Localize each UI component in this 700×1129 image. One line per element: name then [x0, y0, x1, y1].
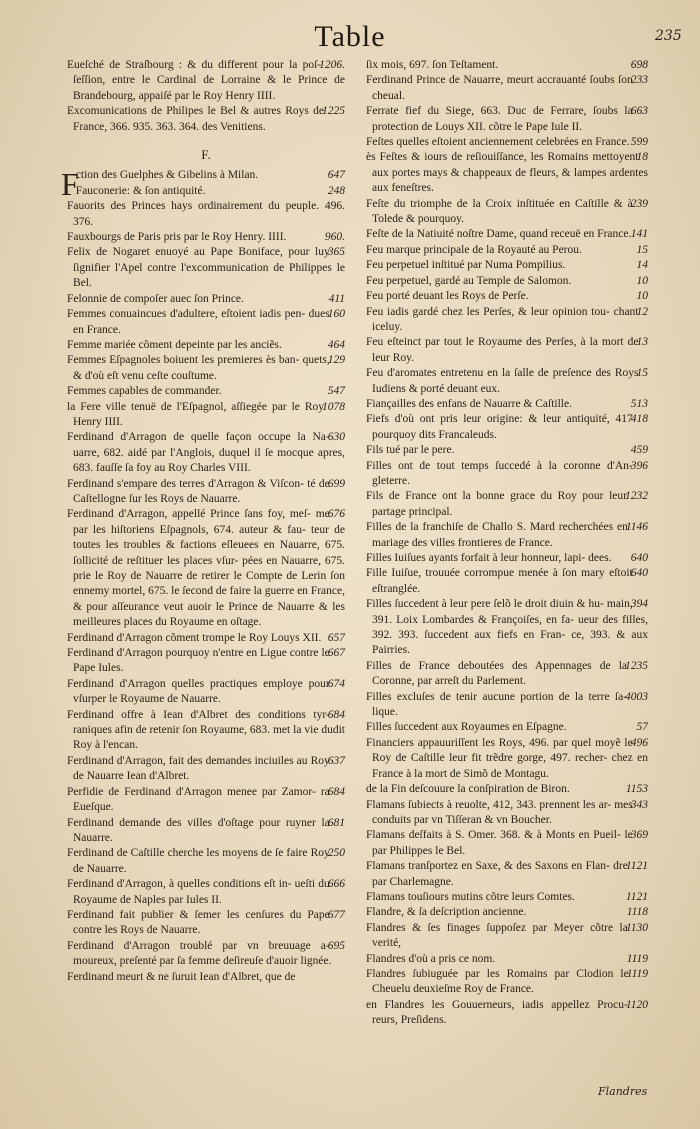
entry-text: Filles de la franchiſe de Challo S. Mard recherchées en mariage des villes frontieres de France.: [366, 521, 628, 549]
entry-page-ref: 681: [327, 816, 345, 829]
entry-text: Feu perpetuel inſtitué par Numa Pompilius.: [366, 259, 566, 272]
entry-page-ref: 674: [327, 677, 345, 690]
entry-page-ref: 637: [327, 754, 345, 767]
entry-page-ref: 396: [630, 459, 648, 472]
index-entry: [67, 58, 345, 104]
entry-text: Feu eſteinct par tout le Royaume des Perſes, à la mort de leur Roy.: [366, 336, 639, 364]
entry-text: Flamans ſubiects à reuolte, 412, 343. prennent les ar- mes conduits par vn Tiſſeran & vn Boucher.: [366, 798, 633, 826]
entry-page-ref: 1206.: [319, 59, 345, 71]
index-entry: [67, 785, 345, 816]
entry-text: Ferdinand offre à Iean d'Albret des conditions tyr- raniques afin de retenir ſon Royaume, 683. met la vie dudit Roy à l'encan.: [67, 708, 345, 752]
entry-page-ref: 1118: [626, 906, 648, 919]
entry-text: Fils tué par le pere.: [366, 444, 455, 457]
entry-page-ref: 1235: [625, 659, 648, 672]
index-entry: [67, 908, 345, 939]
index-entry: [67, 877, 345, 908]
entry-text: Ferdinand Prince de Nauarre, meurt accrauanté ſoubs ſon cheual.: [366, 74, 633, 102]
left-column: [61, 58, 345, 985]
entry-page-ref: 459: [630, 444, 648, 457]
index-entry: [366, 520, 648, 551]
entry-page-ref: 418: [630, 413, 648, 426]
entry-text: Femmes Eſpagnoles boiuent les premieres ès ban- quets, & d'où eſt venu ceſte couſtume.: [67, 354, 330, 382]
entry-text: ſix mois, 697. ſon Teſtament.: [366, 59, 499, 71]
entry-page-ref: 496: [630, 736, 648, 749]
entry-page-ref: 394: [630, 598, 648, 611]
entry-text: Feſtes quelles eſtoient anciennement celebrées en France.: [366, 136, 630, 149]
index-entry: [366, 551, 648, 566]
index-entry: [67, 199, 345, 230]
index-entry: [366, 58, 648, 73]
entries-before-heading: [67, 58, 345, 135]
entry-text: Financiers appauuriſſent les Roys, 496. par quel moyẽ le Roy de Caſtille leur fit trẽdre gorge, 497. recher- chez en France à la mort de Simõ de Montagu.: [366, 736, 648, 780]
entry-page-ref: 684: [327, 708, 345, 721]
entry-page-ref: 160: [327, 308, 345, 321]
entry-text: Flandres & ſes finages ſuppoſez par Meyer cõtre la verité,: [366, 921, 628, 950]
entry-page-ref: 13: [636, 336, 648, 349]
entry-page-ref: 1146: [625, 521, 648, 534]
entry-page-ref: 1153: [625, 783, 648, 796]
entry-text: Fauorits des Princes hays ordinairement du peuple. 496. 376.: [67, 200, 345, 228]
index-entry: [67, 677, 345, 708]
entry-text: Feu d'aromates entretenu en la ſalle de preſence des Roys Iudiens & porté deuant eux.: [366, 367, 639, 395]
index-entry: [366, 305, 648, 336]
entry-page-ref: 647: [327, 169, 345, 182]
entry-text: Ferdinand d'Arragon, à quelles conditions eſt in- ueſti du Royaume de Naples par Iules II.: [67, 878, 330, 906]
entry-page-ref: 250: [327, 847, 345, 860]
entry-text: Flandres d'où a pris ce nom.: [366, 952, 496, 965]
index-entry: [67, 384, 345, 399]
entry-page-ref: 698: [630, 59, 648, 71]
entry-text: Ferdinand meurt & ne ſuruit Iean d'Albret, que de: [67, 970, 296, 983]
index-entry: [67, 400, 345, 431]
index-entry: [366, 335, 648, 366]
index-entry: [366, 150, 648, 196]
entry-page-ref: 1121: [625, 890, 648, 903]
index-entry: [67, 507, 345, 630]
index-entry: [67, 430, 345, 476]
entry-page-ref: 699: [327, 477, 345, 490]
index-entry: [366, 489, 648, 520]
page-number: 235: [655, 28, 682, 44]
index-entry: [366, 243, 648, 258]
entry-text: Flamans deſfaits à S. Omer. 368. & à Monts en Pueil- le par Philippes le Bel.: [366, 829, 633, 857]
index-entry: [366, 73, 648, 104]
entry-page-ref: 666: [327, 878, 345, 891]
entry-text: Femmes conuaincues d'adultere, eſtoient iadis pen- dues en France.: [67, 308, 330, 336]
entry-page-ref: 513: [630, 397, 648, 410]
entry-text: Ferdinand d'Arragon de quelle façon occupe la Na- uarre, 682. aidé par l'Anglois, duquel il ſe mocque apres, 683. fauſſe ſa foy au Roy Charles VIII.: [67, 431, 345, 475]
index-entry: [366, 258, 648, 273]
entry-text: de la Fin deſcouure la conſpiration de Biron.: [366, 783, 570, 796]
right-column: [366, 58, 648, 1029]
entry-text: Flamans tranſportez en Saxe, & des Saxons en Flan- dre par Charlemagne.: [366, 860, 628, 888]
index-entry: [67, 245, 345, 291]
entry-page-ref: 141: [630, 228, 648, 241]
index-entry: [366, 859, 648, 890]
entry-page-ref: 684: [327, 785, 345, 798]
entry-text: Feu perpetuel, gardé au Temple de Salomon.: [366, 274, 572, 287]
index-entry: [67, 184, 345, 199]
index-entry: [366, 597, 648, 659]
entry-page-ref: 15: [636, 243, 648, 256]
entry-text: Filles Iuiſues ayants forfait à leur honneur, lapi- dees.: [366, 552, 612, 564]
entry-page-ref: 599: [630, 136, 648, 149]
entry-page-ref: 18: [636, 151, 648, 164]
entry-page-ref: 1078: [322, 400, 345, 413]
index-entry: [67, 292, 345, 307]
drop-cap: F: [61, 166, 79, 203]
entry-text: Femme mariée cõment depeinte par les anciẽs.: [67, 338, 282, 351]
index-entry: [366, 782, 648, 797]
index-entry: [366, 921, 648, 952]
entry-text: Flamans touſiours mutins cõtre leurs Comtes.: [366, 890, 575, 903]
entry-text: Filles excluſes de tenir aucune portion de la terre ſa- lique.: [366, 690, 627, 719]
entry-text: Felix de Nogaret enuoyé au Pape Boniface, pour luy ſignifier l'Apel contre l'excommunication de Philippes le Bel.: [67, 246, 345, 290]
entry-text: Ferdinand d'Arragon, appellé Prince ſans foy, meſ- me par les hiſtoriens Eſpagnols, 674. auteur & fau- teur de toutes les troubles & factions eſleuees en Nauarre, 675. ſollicité de reſtituer les places vſur- pées en Nauarre, 675. prie le Roy de Nauarre de retirer le Compte de Lerin ſon ennemy mortel, 675. le ſecond de faire la guerre en France, & pour aſſeurance veut auoir le Prince de Nauarre & les meilleures places du Royaume en oſtage.: [67, 508, 345, 629]
index-entry: [67, 230, 345, 245]
entry-text: Filles ſuccedent aux Royaumes en Eſpagne.: [366, 721, 567, 734]
index-entry: [366, 197, 648, 228]
entry-page-ref: 57: [636, 721, 648, 734]
entry-text: Flandre, & ſa deſcription ancienne.: [366, 906, 527, 919]
index-entry: [366, 289, 648, 304]
entry-text: Ferdinand demande des villes d'oſtage pour ruyner la Nauarre.: [67, 816, 330, 844]
index-entry: [67, 104, 345, 135]
index-entry: [67, 307, 345, 338]
entry-text: Filles ont de tout temps ſuccedé à la coronne d'An- gleterre.: [366, 459, 633, 487]
index-entry: [366, 720, 648, 735]
entry-text: ction des Guelphes & Gibelins à Milan.: [75, 169, 259, 182]
index-entry: [366, 890, 648, 905]
entry-text: Ferdinand d'Arragon pourquoy n'entre en Ligue contre le Pape Iules.: [67, 647, 330, 675]
entry-text: Felonnie de compoſer auec ſon Prince.: [67, 292, 244, 305]
entry-page-ref: 640: [630, 552, 648, 564]
entry-page-ref: 695: [327, 939, 345, 952]
index-entry: [67, 477, 345, 508]
page-title: Table: [314, 20, 386, 53]
catchword: Flandres: [598, 1085, 648, 1098]
entry-text: Eueſché de Straſbourg : & du different pour la poſ- ſeſſion, entre le Cardinal de Lorraine & le Prince de Brandebourg, appaiſé par le Roy Henry IIII.: [67, 59, 345, 102]
entry-text: en Flandres les Gouuerneurs, iadis appellez Procu- reurs, Preſidens.: [366, 998, 628, 1027]
entry-page-ref: 369: [630, 829, 648, 842]
index-entry: [366, 952, 648, 967]
entry-text: Excomunications de Philipes le Bel & autres Roys de France, 366. 935. 363. 364. des Venitiens.: [67, 105, 324, 133]
letter-heading: F.: [201, 147, 211, 163]
entry-text: Ferdinand d'Arragon cõment trompe le Roy Louys XII.: [67, 631, 322, 644]
entry-page-ref: 343: [630, 798, 648, 811]
index-entry: [366, 690, 648, 721]
entry-text: ès Feſtes & iours de reſiouiſſance, les Romains mettoyent aux portes mays & chappeaux de fleurs, & lampes ardentes aux feneſtres.: [366, 151, 648, 195]
index-entry: [366, 566, 648, 597]
entry-page-ref: 677: [327, 908, 345, 921]
entry-page-ref: 15: [636, 367, 648, 380]
entry-text: Ferdinand d'Arragon troublé par vn breuuage a- moureux, preſenté par ſa femme deſireuſe d'auoir lignée.: [67, 939, 332, 968]
entry-page-ref: 663: [630, 105, 648, 118]
entry-page-ref: 630: [327, 431, 345, 444]
entry-page-ref: 1130: [625, 921, 648, 934]
entry-page-ref: 14: [636, 259, 648, 272]
entry-text: Ferrate fief du Siege, 663. Duc de Ferrare, ſoubs la protection de Louys XII. cõtre le Pape Iule II.: [366, 105, 633, 133]
entries-after-heading: [61, 166, 345, 985]
index-entry: [67, 646, 345, 677]
entry-text: Feſte du triomphe de la Croix inſtituée en Caſtille & à Tolede & pourquoy.: [366, 197, 633, 226]
entry-text: Fils de France ont la bonne grace du Roy pour leur partage principal.: [366, 490, 627, 518]
entry-page-ref: 1120: [625, 998, 648, 1011]
right-entries: [366, 58, 648, 1029]
entry-page-ref: 365: [327, 246, 345, 259]
index-entry: [366, 412, 648, 443]
entry-page-ref: 667: [327, 647, 345, 660]
index-entry: [366, 227, 648, 242]
entry-text: Ferdinand de Caſtille cherche les moyens de ſe faire Roy de Nauarre.: [67, 847, 330, 875]
entry-page-ref: 10: [636, 290, 648, 303]
index-entry: [366, 736, 648, 782]
entry-page-ref: 411: [328, 292, 345, 305]
entry-text: Femmes capables de commander.: [67, 385, 222, 398]
index-entry: [67, 353, 345, 384]
entry-page-ref: 10: [636, 274, 648, 287]
entry-text: Fiançailles des enfans de Nauarre & Caſtille.: [366, 397, 572, 410]
index-entry: [366, 459, 648, 490]
index-entry: [67, 338, 345, 353]
index-entry: [366, 274, 648, 289]
entry-page-ref: 248: [327, 184, 345, 197]
index-entry: [67, 708, 345, 754]
entry-page-ref: 464: [327, 338, 345, 351]
entry-text: Fauconerie: & ſon antiquité.: [75, 184, 206, 197]
entry-text: Flandres ſubiuguée par les Romains par Clodion le Cheuelu deuxieſme Roy de France.: [366, 967, 629, 996]
entry-page-ref: 12: [636, 305, 648, 318]
entry-page-ref: 4003: [625, 690, 648, 703]
entry-page-ref: 547: [327, 385, 345, 398]
index-entry: [366, 798, 648, 829]
index-entry: [67, 754, 345, 785]
index-entry: [366, 135, 648, 150]
entry-text: Fiefs d'où ont pris leur origine: & leur antiquité, 417 pourquoy dits Francaleuds.: [366, 413, 633, 441]
index-entry: [67, 970, 345, 985]
entry-page-ref: 1232: [625, 490, 648, 503]
index-entry: [67, 846, 345, 877]
entry-page-ref: 1119: [626, 952, 648, 965]
index-entry: [366, 397, 648, 412]
entry-page-ref: 640: [630, 567, 648, 580]
entry-page-ref: 1119: [626, 967, 648, 980]
entry-text: Fille Iuiſue, trouuée corrompue menée à ſon mary eſtoit eſtranglée.: [366, 567, 633, 595]
entry-text: Feu iadis gardé chez les Perſes, & leur opinion tou- chant iceluy.: [366, 305, 639, 333]
entry-text: Ferdinand d'Arragon, fait des demandes inciuiles au Roy de Nauarre Iean d'Albret.: [67, 754, 330, 783]
entry-page-ref: 960.: [324, 231, 345, 244]
entry-text: Fauxbourgs de Paris pris par le Roy Henry. IIII.: [67, 231, 287, 244]
index-entry: [67, 939, 345, 970]
entry-page-ref: 1225: [322, 105, 345, 118]
entry-page-ref: 233: [630, 74, 648, 87]
entry-text: Ferdinand s'empare des terres d'Arragon & Viſcon- té de Caſtellogne ſur les Roys de Nauarre.: [67, 477, 330, 505]
index-entry: [366, 967, 648, 998]
entry-text: la Fere ville tenuë de l'Eſpagnol, aſſiegée par le Roy Henry IIII.: [67, 400, 324, 428]
entry-text: Feu porté deuant les Roys de Perſe.: [366, 290, 529, 303]
entry-page-ref: 129: [327, 354, 345, 367]
entry-text: Feu marque principale de la Royauté au Perou.: [366, 243, 582, 256]
entry-text: Ferdinand d'Arragon quelles practiques employe pour vſurper le Royaume de Nauarre.: [67, 677, 330, 706]
index-entry: [366, 998, 648, 1029]
index-entry: [366, 905, 648, 920]
index-entry: [366, 828, 648, 859]
entry-page-ref: 657: [327, 631, 345, 644]
entry-text: Perfidie de Ferdinand d'Arragon menee par Zamor- ra Eueſque.: [67, 785, 330, 814]
index-entry: [67, 816, 345, 847]
index-entry: [67, 631, 345, 646]
entry-text: Ferdinand fait publier & ſemer les cenſures du Pape contre les Roys de Nauarre.: [67, 908, 330, 937]
entry-page-ref: 676: [327, 508, 345, 521]
entry-page-ref: 239: [630, 197, 648, 210]
index-entry: [366, 659, 648, 690]
entry-text: Filles de France deboutées des Appennages de la Coronne, par arreſt du Parlement.: [366, 659, 627, 688]
entry-page-ref: 1121: [625, 860, 648, 873]
index-entry: [366, 366, 648, 397]
index-entry: [366, 104, 648, 135]
entry-text: Filles ſuccedent à leur pere ſelõ le droit diuin & hu- main, 391. Loix Lombardes & Françoiſes, en fa- ueur des filles, 392. 393. ſuccedent aux fiefs en Fran- ce, 393. & aux Pairries.: [366, 598, 648, 657]
index-entry: [366, 443, 648, 458]
entry-text: Feſte de la Natiuité noſtre Dame, quand receuë en France.: [366, 228, 632, 241]
